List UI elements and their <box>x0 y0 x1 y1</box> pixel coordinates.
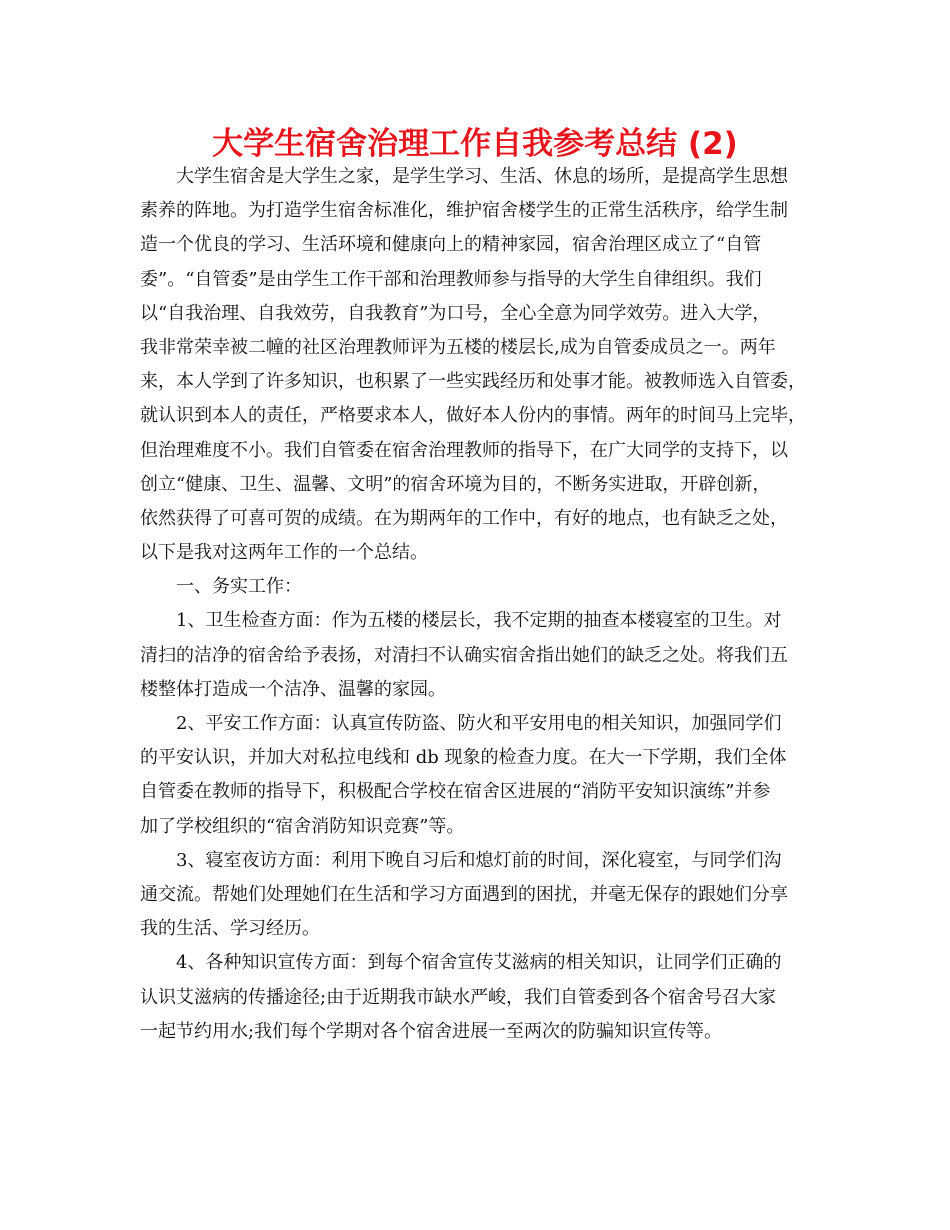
text-line: 清扫的洁净的宿舍给予表扬，对清扫不认确实宿舍指出她们的缺乏之处。将我们五 <box>140 644 788 666</box>
document-title: 大学生宿舍治理工作自我参考总结 (2) <box>212 126 738 162</box>
text-line: 4、各种知识宣传方面：到每个宿舍宣传艾滋病的相关知识，让同学们正确的 <box>176 952 782 974</box>
text-line: 委”。“自管委”是由学生工作干部和治理教师参与指导的大学生自律组织。我们 <box>140 268 762 290</box>
text-line: 来，本人学到了许多知识，也积累了一些实践经历和处事才能。被教师选入自管委， <box>140 371 806 393</box>
text-line: 2、平安工作方面：认真宣传防盗、防火和平安用电的相关知识，加强同学们 <box>176 713 782 734</box>
text-line: 认识艾滋病的传播途径;由于近期我市缺水严峻，我们自管委到各个宿舍号召大家 <box>140 986 777 1008</box>
text-line: 大学生宿舍是大学生之家，是学生学习、生活、休息的场所，是提高学生思想 <box>176 166 788 187</box>
text-line: 3、寝室夜访方面：利用下晚自习后和熄灯前的时间，深化寝室，与同学们沟 <box>176 849 782 871</box>
text-line: 的平安认识，并加大对私拉电线和 db 现象的检查力度。在大一下学期，我们全体 <box>140 747 787 769</box>
document-body <box>140 160 812 1049</box>
text-line: 以“自我治理、自我效劳，自我教育”为口号，全心全意为同学效劳。进入大学， <box>140 302 771 324</box>
text-line: 素养的阵地。为打造学生宿舍标准化，维护宿舍楼学生的正常生活秩序，给学生制 <box>140 200 788 222</box>
text-line: 但治理难度不小。我们自管委在宿舍治理教师的指导下，在广大同学的支持下，以 <box>140 439 788 461</box>
text-line: 依然获得了可喜可贺的成绩。在为期两年的工作中，有好的地点，也有缺乏之处， <box>140 507 788 529</box>
text-line: 我非常荣幸被二幢的社区治理教师评为五楼的楼层长,成为自管委成员之一。两年 <box>140 336 776 358</box>
text-line: 一、务实工作： <box>176 576 302 598</box>
text-line: 以下是我对这两年工作的一个总结。 <box>140 542 428 564</box>
text-line: 我的生活、学习经历。 <box>140 918 320 940</box>
text-line: 加了学校组织的“宿舍消防知识竞赛”等。 <box>140 815 465 837</box>
text-line: 自管委在教师的指导下，积极配合学校在宿舍区进展的“消防平安知识演练”并参 <box>140 781 771 803</box>
text-line: 创立“健康、卫生、温馨、文明”的宿舍环境为目的，不断务实进取，开辟创新， <box>140 473 771 495</box>
text-line: 一起节约用水;我们每个学期对各个宿舍进展一至两次的防骗知识宣传等。 <box>140 1020 723 1042</box>
text-line: 通交流。帮她们处理她们在生活和学习方面遇到的困扰，并毫无保存的跟她们分享 <box>140 883 788 905</box>
text-line: 楼整体打造成一个洁净、温馨的家园。 <box>140 678 446 700</box>
text-line: 就认识到本人的责任，严格要求本人，做好本人份内的事情。两年的时间马上完毕， <box>140 405 806 427</box>
text-line: 造一个优良的学习、生活环境和健康向上的精神家园，宿舍治理区成立了“自管 <box>140 234 762 256</box>
text-line: 1、卫生检查方面：作为五楼的楼层长，我不定期的抽查本楼寝室的卫生。对 <box>176 610 782 632</box>
